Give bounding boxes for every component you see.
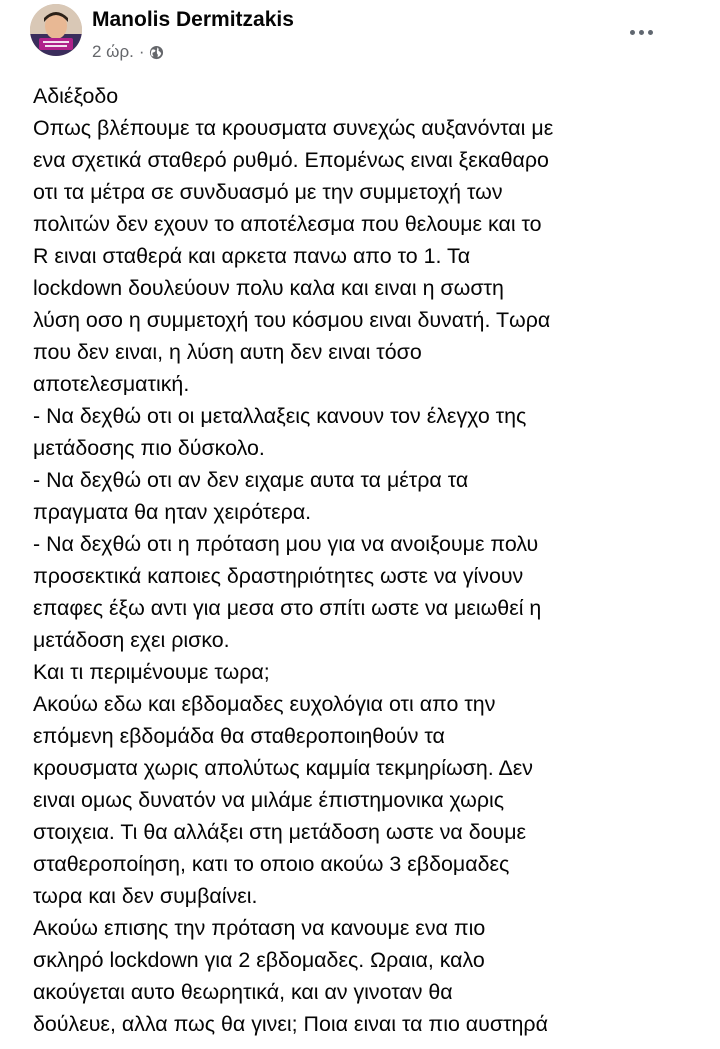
- post-text-line: προσεκτικά καποιες δραστηριότητες ωστε να γίνουν: [33, 564, 524, 588]
- post-text-line: ειναι ομως δυνατόν να μιλάμε έπιστημονικα χωρις: [33, 788, 505, 812]
- post-text-line: lockdown δουλεύουν πολυ καλα και ειναι η σωστη: [33, 276, 504, 300]
- author-name[interactable]: Manolis Dermitzakis: [92, 8, 294, 31]
- more-options-icon[interactable]: [624, 20, 658, 44]
- post-meta: [92, 42, 164, 62]
- post-header: [30, 4, 700, 68]
- post-text-line: πραγματα θα ηταν χειρότερα.: [33, 500, 312, 524]
- post-text-line: Και τι περιμένουμε τωρα;: [33, 660, 270, 684]
- post-text-line: μετάδοση εχει ρισκο.: [33, 628, 230, 652]
- post-text-line: δούλευε, αλλα πως θα γινει; Ποια ειναι τα πιο αυστηρά: [33, 1012, 548, 1036]
- post-text-line: τωρα και δεν συμβαίνει.: [33, 884, 258, 908]
- more-dot: [630, 30, 635, 35]
- post-text-line: επαφες έξω αντι για μεσα στο σπίτι ωστε να μειωθεί η: [33, 596, 542, 620]
- post-text-line: λύση οσο η συμμετοχή του κόσμου ειναι δυνατή. Τωρα: [33, 308, 551, 332]
- post-text-line: αποτελεσματική.: [33, 372, 190, 396]
- post-text-line: σταθεροποίηση, κατι το οποιο ακούω 3 εβδομαδες: [33, 852, 510, 876]
- globe-icon[interactable]: [149, 45, 164, 60]
- avatar[interactable]: [30, 4, 82, 56]
- post-text-line: οτι τα μέτρα σε συνδυασμό με την συμμετοχή των: [33, 180, 503, 204]
- post-text-line: πολιτών δεν εχουν το αποτέλεσμα που θελουμε και το: [33, 212, 542, 236]
- post-timestamp[interactable]: 2 ώρ.: [92, 42, 134, 61]
- avatar-image: [30, 4, 82, 56]
- post-text-line: - Να δεχθώ οτι η πρόταση μου για να ανοιξουμε πολυ: [33, 532, 539, 556]
- post-text-line: Ακούω επισης την πρόταση να κανουμε ενα πιο: [33, 916, 486, 940]
- post-text-line: σκληρό lockdown για 2 εβδομαδες. Ωραια, καλο: [33, 948, 485, 972]
- meta-separator: ·: [138, 42, 145, 61]
- post-text-line: ενα σχετικά σταθερό ρυθμό. Επομένως ειναι ξεκαθαρο: [33, 148, 549, 172]
- post-text: [33, 80, 703, 1040]
- post-text-line: - Να δεχθώ οτι οι μεταλλαξεις κανουν τον έλεγχο της: [33, 404, 527, 428]
- more-dot: [639, 30, 644, 35]
- post-text-line: - Να δεχθώ οτι αν δεν ειχαμε αυτα τα μέτρα τα: [33, 468, 469, 492]
- post-text-line: μετάδοσης πιο δύσκολο.: [33, 436, 265, 460]
- post-text-line: κρουσματα χωρις απολύτως καμμία τεκμηρίωση. Δεν: [33, 756, 533, 780]
- post-text-line: Οπως βλέπουμε τα κρουσματα συνεχώς αυξανόνται με: [33, 116, 554, 140]
- post-text-line: ακούγεται αυτο θεωρητικά, και αν γινοταν θα: [33, 980, 453, 1004]
- post-text-line: που δεν ειναι, η λύση αυτη δεν ειναι τόσο: [33, 340, 422, 364]
- post-text-line: R ειναι σταθερά και αρκετα πανω απο το 1. Τα: [33, 244, 471, 268]
- post-text-line: στοιχεια. Τι θα αλλάξει στη μετάδοση ωστε να δουμε: [33, 820, 527, 844]
- more-dot: [648, 30, 653, 35]
- post-text-line: επόμενη εβδομάδα θα σταθεροποιηθούν τα: [33, 724, 445, 748]
- post-text-line: Ακούω εδω και εβδομαδες ευχολόγια οτι απο την: [33, 692, 496, 716]
- post-text-line: Αδιέξοδο: [33, 84, 119, 108]
